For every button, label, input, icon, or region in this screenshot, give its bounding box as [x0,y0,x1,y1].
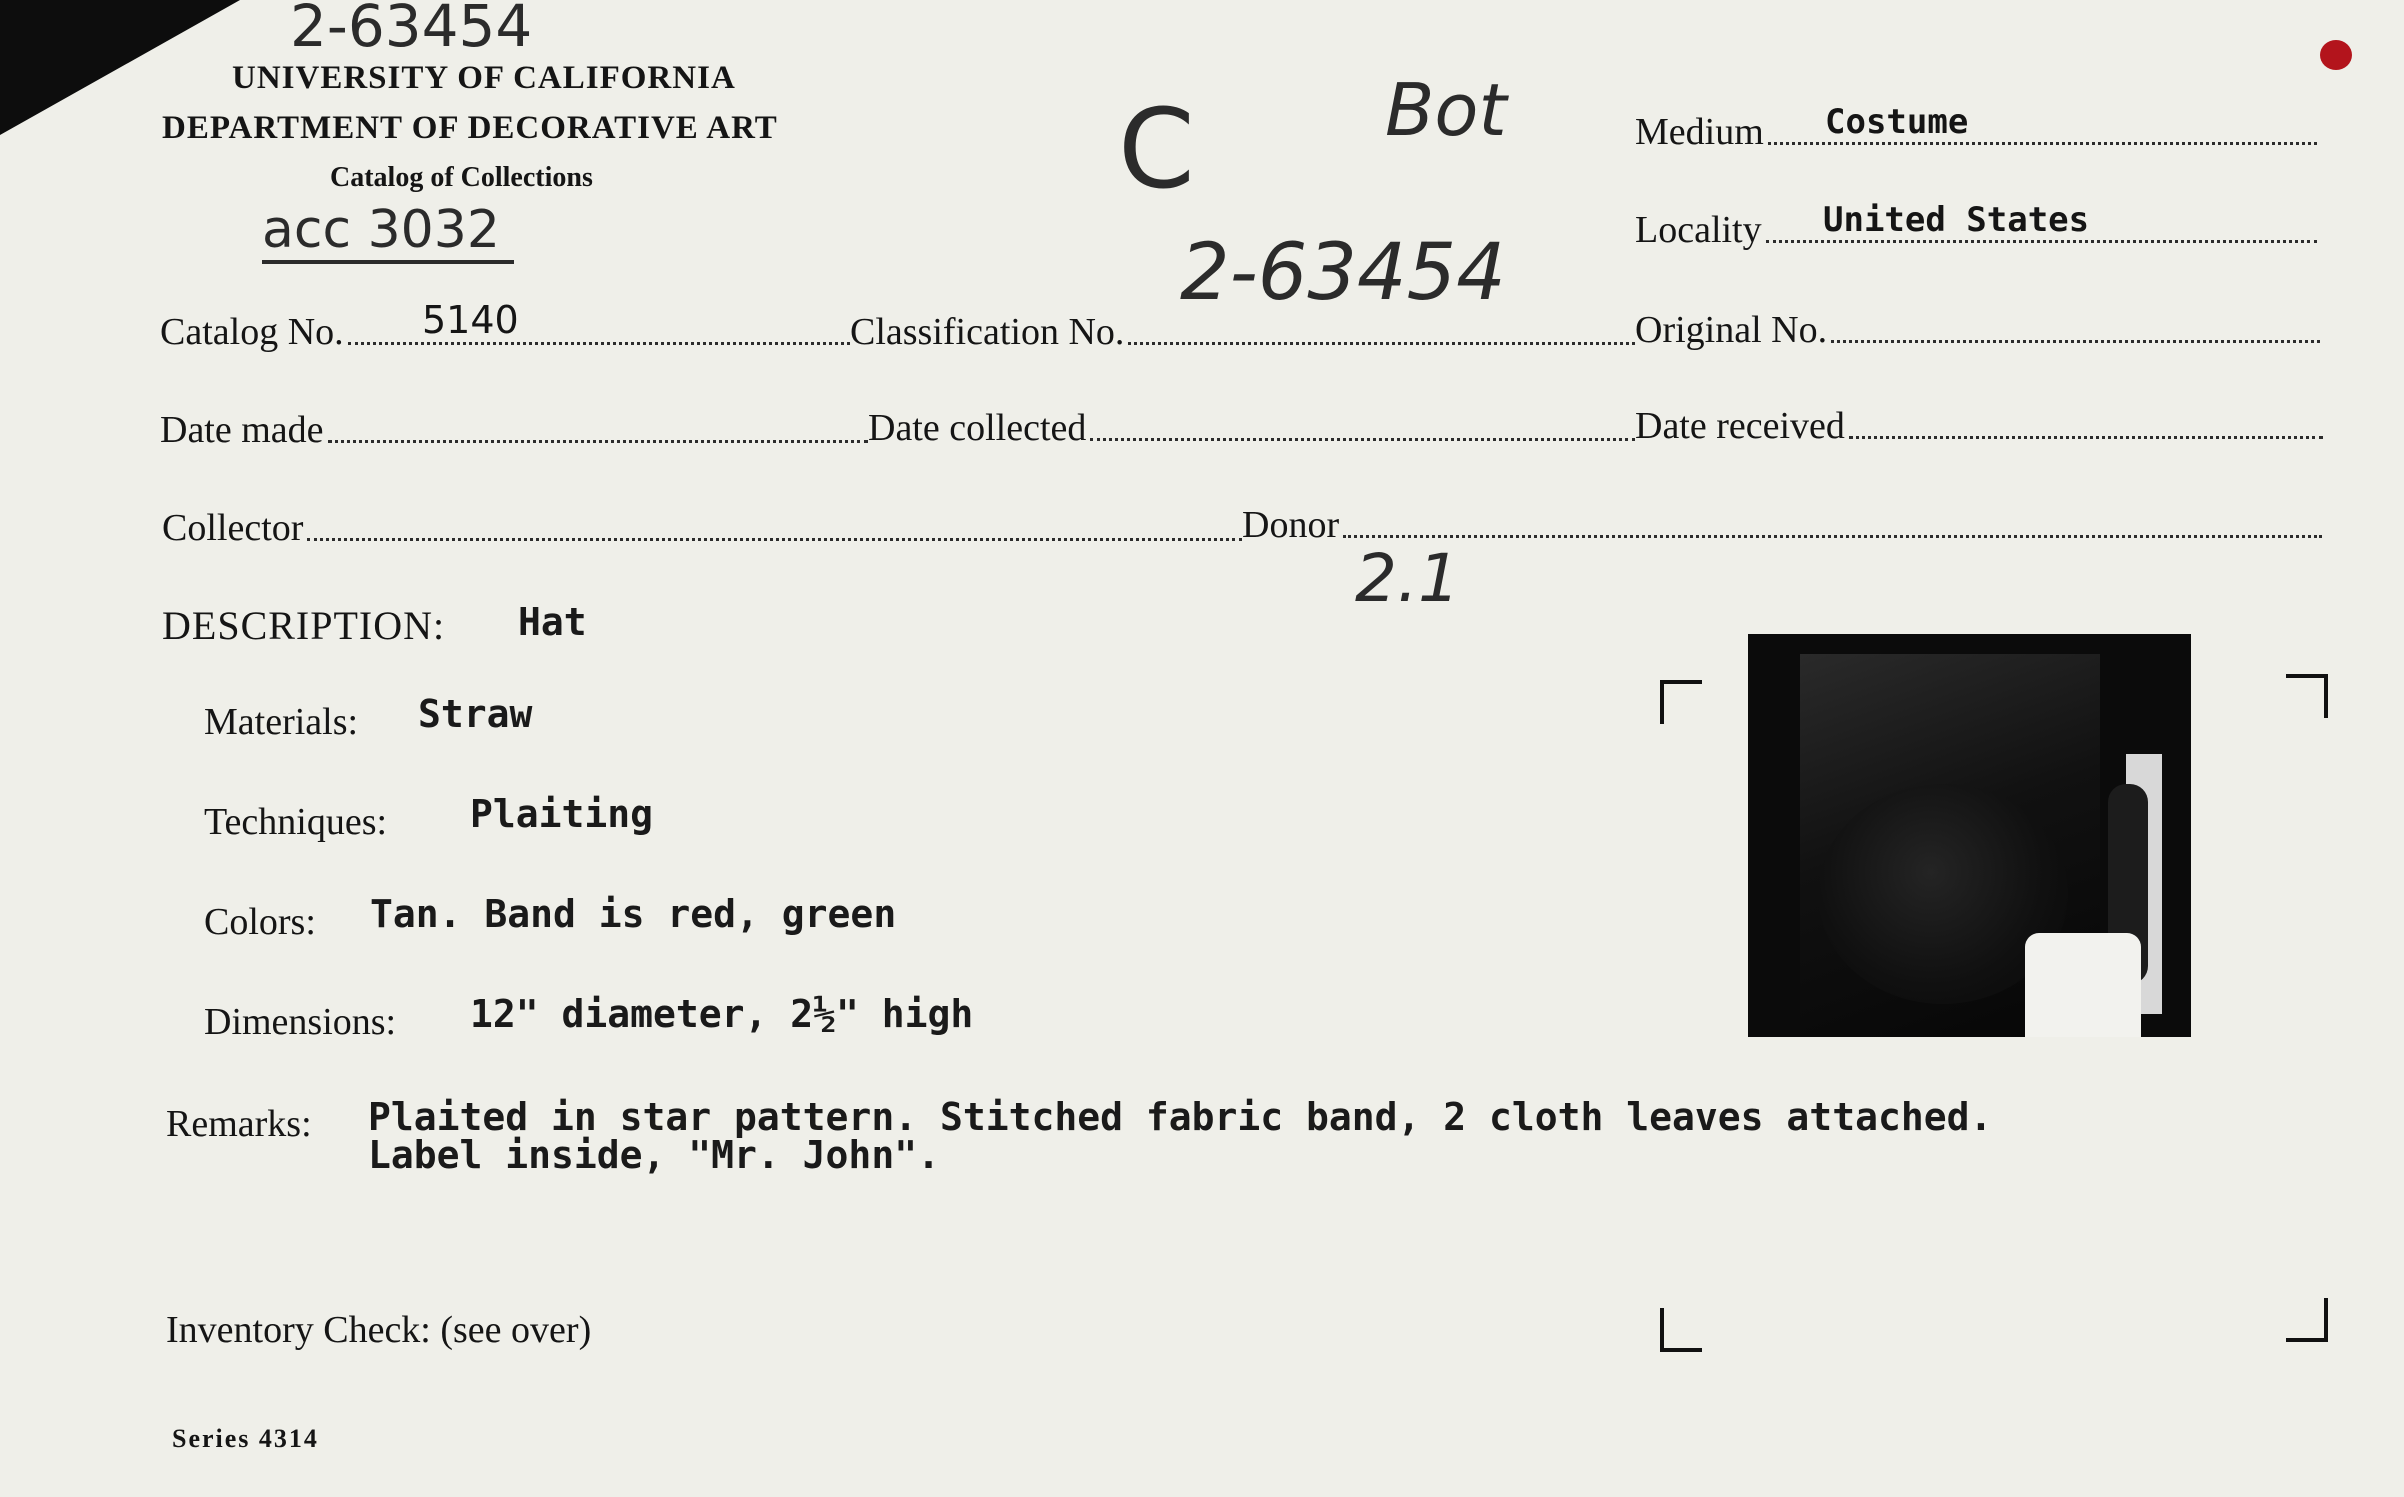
description-label: DESCRIPTION: [162,603,446,648]
inventory-check: Inventory Check: (see over) [166,1309,592,1351]
dimensions-label: Dimensions: [204,1001,397,1043]
medium-value: Costume [1825,102,1969,142]
red-dot-marker [2320,40,2352,70]
locality-field [1635,200,2317,252]
original-no-field [1635,308,2320,352]
remarks-line-1: Plaited in star pattern. Stitched fabric band, 2 cloth leaves attached. [368,1095,1993,1139]
medium-label: Medium [1635,111,1764,153]
handwritten-catalog-number-top: 2-63454 [290,0,533,60]
handwritten-c-mark: C [1118,85,1195,213]
handwritten-catalog-number-mid: 2-63454 [1180,228,1506,318]
remarks-label: Remarks: [166,1103,312,1145]
handwritten-acc-number: acc 3032 [262,200,514,264]
catalog-title: Catalog of Collections [330,162,593,193]
locality-label: Locality [1635,209,1762,251]
remarks-value [368,1095,1993,1177]
techniques-value: Plaiting [470,792,654,836]
date-received-field [1635,404,2323,448]
remarks-line-2: Label inside, "Mr. John". [368,1133,940,1177]
materials-label: Materials: [204,701,359,743]
series-number: Series 4314 [172,1424,319,1453]
catalog-no-field [160,298,850,354]
hat-photograph [1748,634,2191,1037]
photo-crop-mark-bottom-right [2286,1298,2328,1342]
locality-value: United States [1823,200,2090,240]
date-made-field [160,408,868,452]
photo-crop-mark-bottom-left [1660,1308,1702,1352]
collector-label: Collector [162,507,304,549]
colors-label: Colors: [204,901,316,943]
dimensions-value: 12" diameter, 2½" high [470,992,974,1036]
description-value: Hat [518,600,587,644]
date-collected-label: Date collected [868,407,1087,449]
handwritten-bot-note: Bot [1385,68,1507,152]
donor-label: Donor [1242,504,1340,546]
collector-field [162,506,1242,550]
techniques-label: Techniques: [204,801,388,843]
original-no-label: Original No. [1635,309,1828,351]
classification-no-field [850,310,1635,354]
catalog-no-value: 5140 [422,298,519,342]
photo-crop-mark-top-right [2286,674,2328,718]
date-received-label: Date received [1635,405,1845,447]
colors-value: Tan. Band is red, green [370,892,897,936]
date-made-label: Date made [160,409,324,451]
handwritten-donor-note: 2.1 [1355,540,1460,617]
institution-name: UNIVERSITY OF CALIFORNIA [232,60,736,96]
photo-label-slip [2025,933,2141,1037]
photo-crop-mark-top-left [1660,680,1702,724]
medium-field [1635,102,2317,154]
catalog-no-label: Catalog No. [160,311,344,353]
classification-no-label: Classification No. [850,311,1125,353]
date-collected-field [868,406,1635,450]
materials-value: Straw [418,692,533,736]
department-name: DEPARTMENT OF DECORATIVE ART [162,110,778,146]
